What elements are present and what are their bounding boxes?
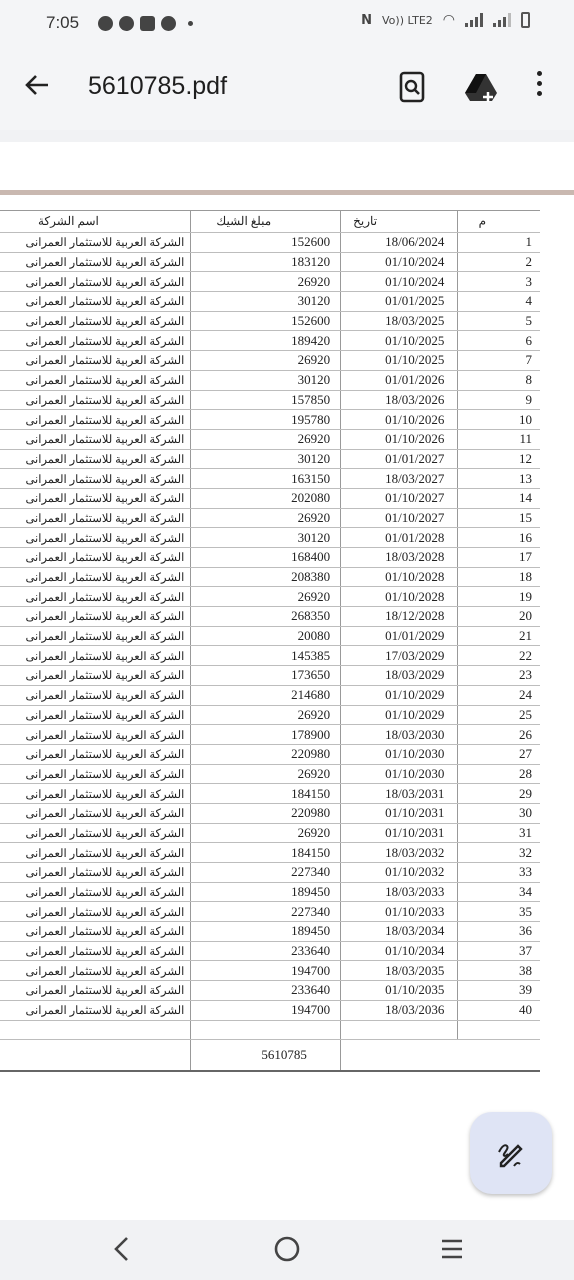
row-date: 01/01/2025 <box>341 292 458 312</box>
nav-back-icon[interactable] <box>110 1234 134 1268</box>
row-company: الشركة العربية للاستثمار العمرانى <box>0 410 191 430</box>
row-amount: 189450 <box>191 882 341 902</box>
table-row <box>0 823 540 843</box>
table-row <box>0 351 540 371</box>
row-company: الشركة العربية للاستثمار العمرانى <box>0 488 191 508</box>
table-row <box>0 941 540 961</box>
row-company: الشركة العربية للاستثمار العمرانى <box>0 370 191 390</box>
table-row <box>0 863 540 883</box>
row-number: 19 <box>458 587 540 607</box>
table-row <box>0 370 540 390</box>
row-company: الشركة العربية للاستثمار العمرانى <box>0 902 191 922</box>
battery-icon <box>521 12 530 28</box>
row-company: الشركة العربية للاستثمار العمرانى <box>0 1000 191 1020</box>
system-nav-bar <box>0 1220 574 1280</box>
row-amount: 26920 <box>191 823 341 843</box>
row-number: 1 <box>458 233 540 253</box>
row-company: الشركة العربية للاستثمار العمرانى <box>0 607 191 627</box>
row-amount: 157850 <box>191 390 341 410</box>
row-company: الشركة العربية للاستثمار العمرانى <box>0 626 191 646</box>
header-company: اسم الشركة <box>0 211 191 233</box>
row-company: الشركة العربية للاستثمار العمرانى <box>0 508 191 528</box>
signal-2-icon <box>493 13 511 27</box>
row-amount: 220980 <box>191 803 341 823</box>
row-date: 17/03/2029 <box>341 646 458 666</box>
row-date: 01/10/2027 <box>341 488 458 508</box>
row-number: 18 <box>458 567 540 587</box>
row-company: الشركة العربية للاستثمار العمرانى <box>0 449 191 469</box>
row-date: 18/03/2026 <box>341 390 458 410</box>
row-amount: 194700 <box>191 1000 341 1020</box>
row-number: 29 <box>458 784 540 804</box>
row-date: 01/10/2032 <box>341 863 458 883</box>
system-status <box>361 12 530 28</box>
row-amount: 208380 <box>191 567 341 587</box>
row-amount: 233640 <box>191 941 341 961</box>
row-date: 01/10/2035 <box>341 981 458 1001</box>
table-row <box>0 784 540 804</box>
table-row <box>0 311 540 331</box>
row-company: الشركة العربية للاستثمار العمرانى <box>0 666 191 686</box>
row-date: 01/10/2033 <box>341 902 458 922</box>
document-title: 5610785.pdf <box>88 72 228 100</box>
table-row <box>0 685 540 705</box>
table-row <box>0 607 540 627</box>
row-date: 01/10/2030 <box>341 764 458 784</box>
network-label: Vo)) LTE2 <box>382 13 433 27</box>
row-company: الشركة العربية للاستثمار العمرانى <box>0 528 191 548</box>
row-date: 01/10/2031 <box>341 823 458 843</box>
row-number: 33 <box>458 863 540 883</box>
row-amount: 26920 <box>191 272 341 292</box>
more-notifications-icon <box>188 21 193 26</box>
table-row <box>0 449 540 469</box>
table-row <box>0 548 540 568</box>
nfc-icon: N <box>361 12 373 28</box>
row-date: 01/10/2025 <box>341 351 458 371</box>
row-number: 9 <box>458 390 540 410</box>
row-date: 01/10/2027 <box>341 508 458 528</box>
total-amount: 5610785 <box>191 1039 341 1071</box>
row-amount: 194700 <box>191 961 341 981</box>
wifi-icon: ◠ <box>442 12 455 28</box>
row-date: 18/03/2030 <box>341 725 458 745</box>
row-company: الشركة العربية للاستثمار العمرانى <box>0 961 191 981</box>
blank-row <box>0 1020 540 1039</box>
more-vert-icon[interactable] <box>528 66 550 104</box>
arrow-left-icon[interactable] <box>24 72 50 104</box>
table-row <box>0 508 540 528</box>
row-date: 01/10/2028 <box>341 587 458 607</box>
row-date: 01/01/2028 <box>341 528 458 548</box>
nav-recents-icon[interactable] <box>438 1234 466 1268</box>
row-number: 36 <box>458 922 540 942</box>
row-amount: 220980 <box>191 744 341 764</box>
row-number: 17 <box>458 548 540 568</box>
row-amount: 26920 <box>191 351 341 371</box>
row-amount: 30120 <box>191 528 341 548</box>
row-amount: 227340 <box>191 902 341 922</box>
row-company: الشركة العربية للاستثمار العمرانى <box>0 331 191 351</box>
table-row <box>0 981 540 1001</box>
row-date: 18/03/2034 <box>341 922 458 942</box>
row-amount: 184150 <box>191 843 341 863</box>
page-header-band <box>0 190 574 195</box>
row-amount: 195780 <box>191 410 341 430</box>
drive-add-icon[interactable] <box>462 68 500 106</box>
row-company: الشركة العربية للاستثمار العمرانى <box>0 351 191 371</box>
total-row <box>0 1039 540 1071</box>
table-row <box>0 429 540 449</box>
row-date: 01/10/2026 <box>341 410 458 430</box>
row-date: 01/10/2025 <box>341 331 458 351</box>
notification-icons <box>98 16 193 31</box>
row-company: الشركة العربية للاستثمار العمرانى <box>0 922 191 942</box>
row-company: الشركة العربية للاستثمار العمرانى <box>0 725 191 745</box>
row-number: 39 <box>458 981 540 1001</box>
table-row <box>0 961 540 981</box>
table-row <box>0 567 540 587</box>
row-number: 20 <box>458 607 540 627</box>
table-row <box>0 331 540 351</box>
messenger-icon <box>98 16 113 31</box>
row-number: 34 <box>458 882 540 902</box>
row-amount: 26920 <box>191 764 341 784</box>
row-amount: 183120 <box>191 252 341 272</box>
row-company: الشركة العربية للاستثمار العمرانى <box>0 744 191 764</box>
header-amount: مبلغ الشيك <box>191 211 341 233</box>
table-row <box>0 233 540 253</box>
row-amount: 26920 <box>191 587 341 607</box>
row-number: 4 <box>458 292 540 312</box>
row-date: 01/10/2024 <box>341 252 458 272</box>
row-amount: 214680 <box>191 685 341 705</box>
row-date: 18/03/2031 <box>341 784 458 804</box>
row-amount: 178900 <box>191 725 341 745</box>
row-company: الشركة العربية للاستثمار العمرانى <box>0 803 191 823</box>
facebook-icon <box>119 16 134 31</box>
table-row <box>0 272 540 292</box>
row-date: 18/03/2025 <box>341 311 458 331</box>
table-row <box>0 587 540 607</box>
table-row <box>0 469 540 489</box>
row-date: 18/03/2035 <box>341 961 458 981</box>
table-row <box>0 803 540 823</box>
row-number: 14 <box>458 488 540 508</box>
row-date: 01/10/2029 <box>341 705 458 725</box>
row-date: 18/03/2027 <box>341 469 458 489</box>
signal-icon <box>465 13 483 27</box>
row-number: 15 <box>458 508 540 528</box>
status-time: 7:05 <box>46 13 80 32</box>
row-company: الشركة العربية للاستثمار العمرانى <box>0 705 191 725</box>
row-company: الشركة العربية للاستثمار العمرانى <box>0 292 191 312</box>
row-amount: 30120 <box>191 449 341 469</box>
row-amount: 233640 <box>191 981 341 1001</box>
row-date: 01/10/2028 <box>341 567 458 587</box>
row-date: 01/10/2024 <box>341 272 458 292</box>
row-amount: 168400 <box>191 548 341 568</box>
header-date: تاريخ <box>341 211 458 233</box>
row-date: 18/03/2033 <box>341 882 458 902</box>
row-amount: 152600 <box>191 311 341 331</box>
table-row <box>0 528 540 548</box>
row-company: الشركة العربية للاستثمار العمرانى <box>0 784 191 804</box>
row-company: الشركة العربية للاستثمار العمرانى <box>0 311 191 331</box>
table-row <box>0 1000 540 1020</box>
row-date: 18/12/2028 <box>341 607 458 627</box>
row-amount: 30120 <box>191 292 341 312</box>
row-date: 01/01/2027 <box>341 449 458 469</box>
row-date: 18/03/2028 <box>341 548 458 568</box>
search-document-icon[interactable] <box>393 68 431 106</box>
row-amount: 26920 <box>191 508 341 528</box>
table-row <box>0 705 540 725</box>
row-number: 7 <box>458 351 540 371</box>
row-company: الشركة العربية للاستثمار العمرانى <box>0 272 191 292</box>
row-number: 37 <box>458 941 540 961</box>
whatsapp-icon <box>161 16 176 31</box>
row-date: 18/06/2024 <box>341 233 458 253</box>
row-number: 26 <box>458 725 540 745</box>
table-row <box>0 292 540 312</box>
row-amount: 227340 <box>191 863 341 883</box>
row-amount: 189450 <box>191 922 341 942</box>
row-number: 6 <box>458 331 540 351</box>
row-number: 35 <box>458 902 540 922</box>
row-company: الشركة العربية للاستثمار العمرانى <box>0 646 191 666</box>
table-row <box>0 666 540 686</box>
table-row <box>0 488 540 508</box>
row-company: الشركة العربية للاستثمار العمرانى <box>0 941 191 961</box>
row-date: 18/03/2036 <box>341 1000 458 1020</box>
row-number: 40 <box>458 1000 540 1020</box>
row-date: 18/03/2032 <box>341 843 458 863</box>
table-row <box>0 410 540 430</box>
nav-home-icon[interactable] <box>272 1234 302 1268</box>
row-number: 31 <box>458 823 540 843</box>
row-company: الشركة العربية للاستثمار العمرانى <box>0 882 191 902</box>
row-amount: 26920 <box>191 705 341 725</box>
row-company: الشركة العربية للاستثمار العمرانى <box>0 981 191 1001</box>
row-number: 12 <box>458 449 540 469</box>
row-amount: 268350 <box>191 607 341 627</box>
row-number: 32 <box>458 843 540 863</box>
row-number: 23 <box>458 666 540 686</box>
row-date: 01/10/2030 <box>341 744 458 764</box>
row-company: الشركة العربية للاستثمار العمرانى <box>0 863 191 883</box>
row-company: الشركة العربية للاستثمار العمرانى <box>0 843 191 863</box>
row-amount: 30120 <box>191 370 341 390</box>
row-amount: 20080 <box>191 626 341 646</box>
table-header-row <box>0 211 540 233</box>
app-toolbar <box>0 48 574 130</box>
table-row <box>0 902 540 922</box>
table-row <box>0 764 540 784</box>
row-company: الشركة العربية للاستثمار العمرانى <box>0 764 191 784</box>
pdf-page <box>0 142 574 1220</box>
table-row <box>0 390 540 410</box>
row-date: 01/01/2029 <box>341 626 458 646</box>
row-number: 22 <box>458 646 540 666</box>
row-date: 01/10/2026 <box>341 429 458 449</box>
row-number: 28 <box>458 764 540 784</box>
table-row <box>0 922 540 942</box>
table-row <box>0 843 540 863</box>
status-bar <box>0 0 574 48</box>
row-number: 8 <box>458 370 540 390</box>
row-date: 18/03/2029 <box>341 666 458 686</box>
row-amount: 184150 <box>191 784 341 804</box>
table-row <box>0 252 540 272</box>
row-company: الشركة العربية للاستثمار العمرانى <box>0 429 191 449</box>
row-company: الشركة العربية للاستثمار العمرانى <box>0 233 191 253</box>
row-number: 30 <box>458 803 540 823</box>
row-number: 38 <box>458 961 540 981</box>
row-company: الشركة العربية للاستثمار العمرانى <box>0 252 191 272</box>
row-amount: 163150 <box>191 469 341 489</box>
cheque-table <box>0 210 540 1072</box>
row-date: 01/10/2034 <box>341 941 458 961</box>
row-company: الشركة العربية للاستثمار العمرانى <box>0 823 191 843</box>
row-amount: 202080 <box>191 488 341 508</box>
row-company: الشركة العربية للاستثمار العمرانى <box>0 587 191 607</box>
row-number: 13 <box>458 469 540 489</box>
row-company: الشركة العربية للاستثمار العمرانى <box>0 469 191 489</box>
header-number: م <box>458 211 540 233</box>
row-company: الشركة العربية للاستثمار العمرانى <box>0 685 191 705</box>
table-row <box>0 882 540 902</box>
row-amount: 26920 <box>191 429 341 449</box>
row-company: الشركة العربية للاستثمار العمرانى <box>0 548 191 568</box>
table-row <box>0 646 540 666</box>
row-amount: 173650 <box>191 666 341 686</box>
table-row <box>0 626 540 646</box>
row-number: 16 <box>458 528 540 548</box>
pen-annotate-icon[interactable] <box>470 1112 552 1194</box>
row-number: 27 <box>458 744 540 764</box>
row-amount: 152600 <box>191 233 341 253</box>
row-date: 01/01/2026 <box>341 370 458 390</box>
row-number: 10 <box>458 410 540 430</box>
row-amount: 145385 <box>191 646 341 666</box>
row-number: 24 <box>458 685 540 705</box>
table-row <box>0 744 540 764</box>
row-date: 01/10/2029 <box>341 685 458 705</box>
row-company: الشركة العربية للاستثمار العمرانى <box>0 390 191 410</box>
row-date: 01/10/2031 <box>341 803 458 823</box>
youtube-icon <box>140 16 155 31</box>
row-number: 2 <box>458 252 540 272</box>
row-amount: 189420 <box>191 331 341 351</box>
row-number: 25 <box>458 705 540 725</box>
table-row <box>0 725 540 745</box>
row-number: 21 <box>458 626 540 646</box>
row-number: 3 <box>458 272 540 292</box>
row-number: 5 <box>458 311 540 331</box>
row-number: 11 <box>458 429 540 449</box>
row-company: الشركة العربية للاستثمار العمرانى <box>0 567 191 587</box>
